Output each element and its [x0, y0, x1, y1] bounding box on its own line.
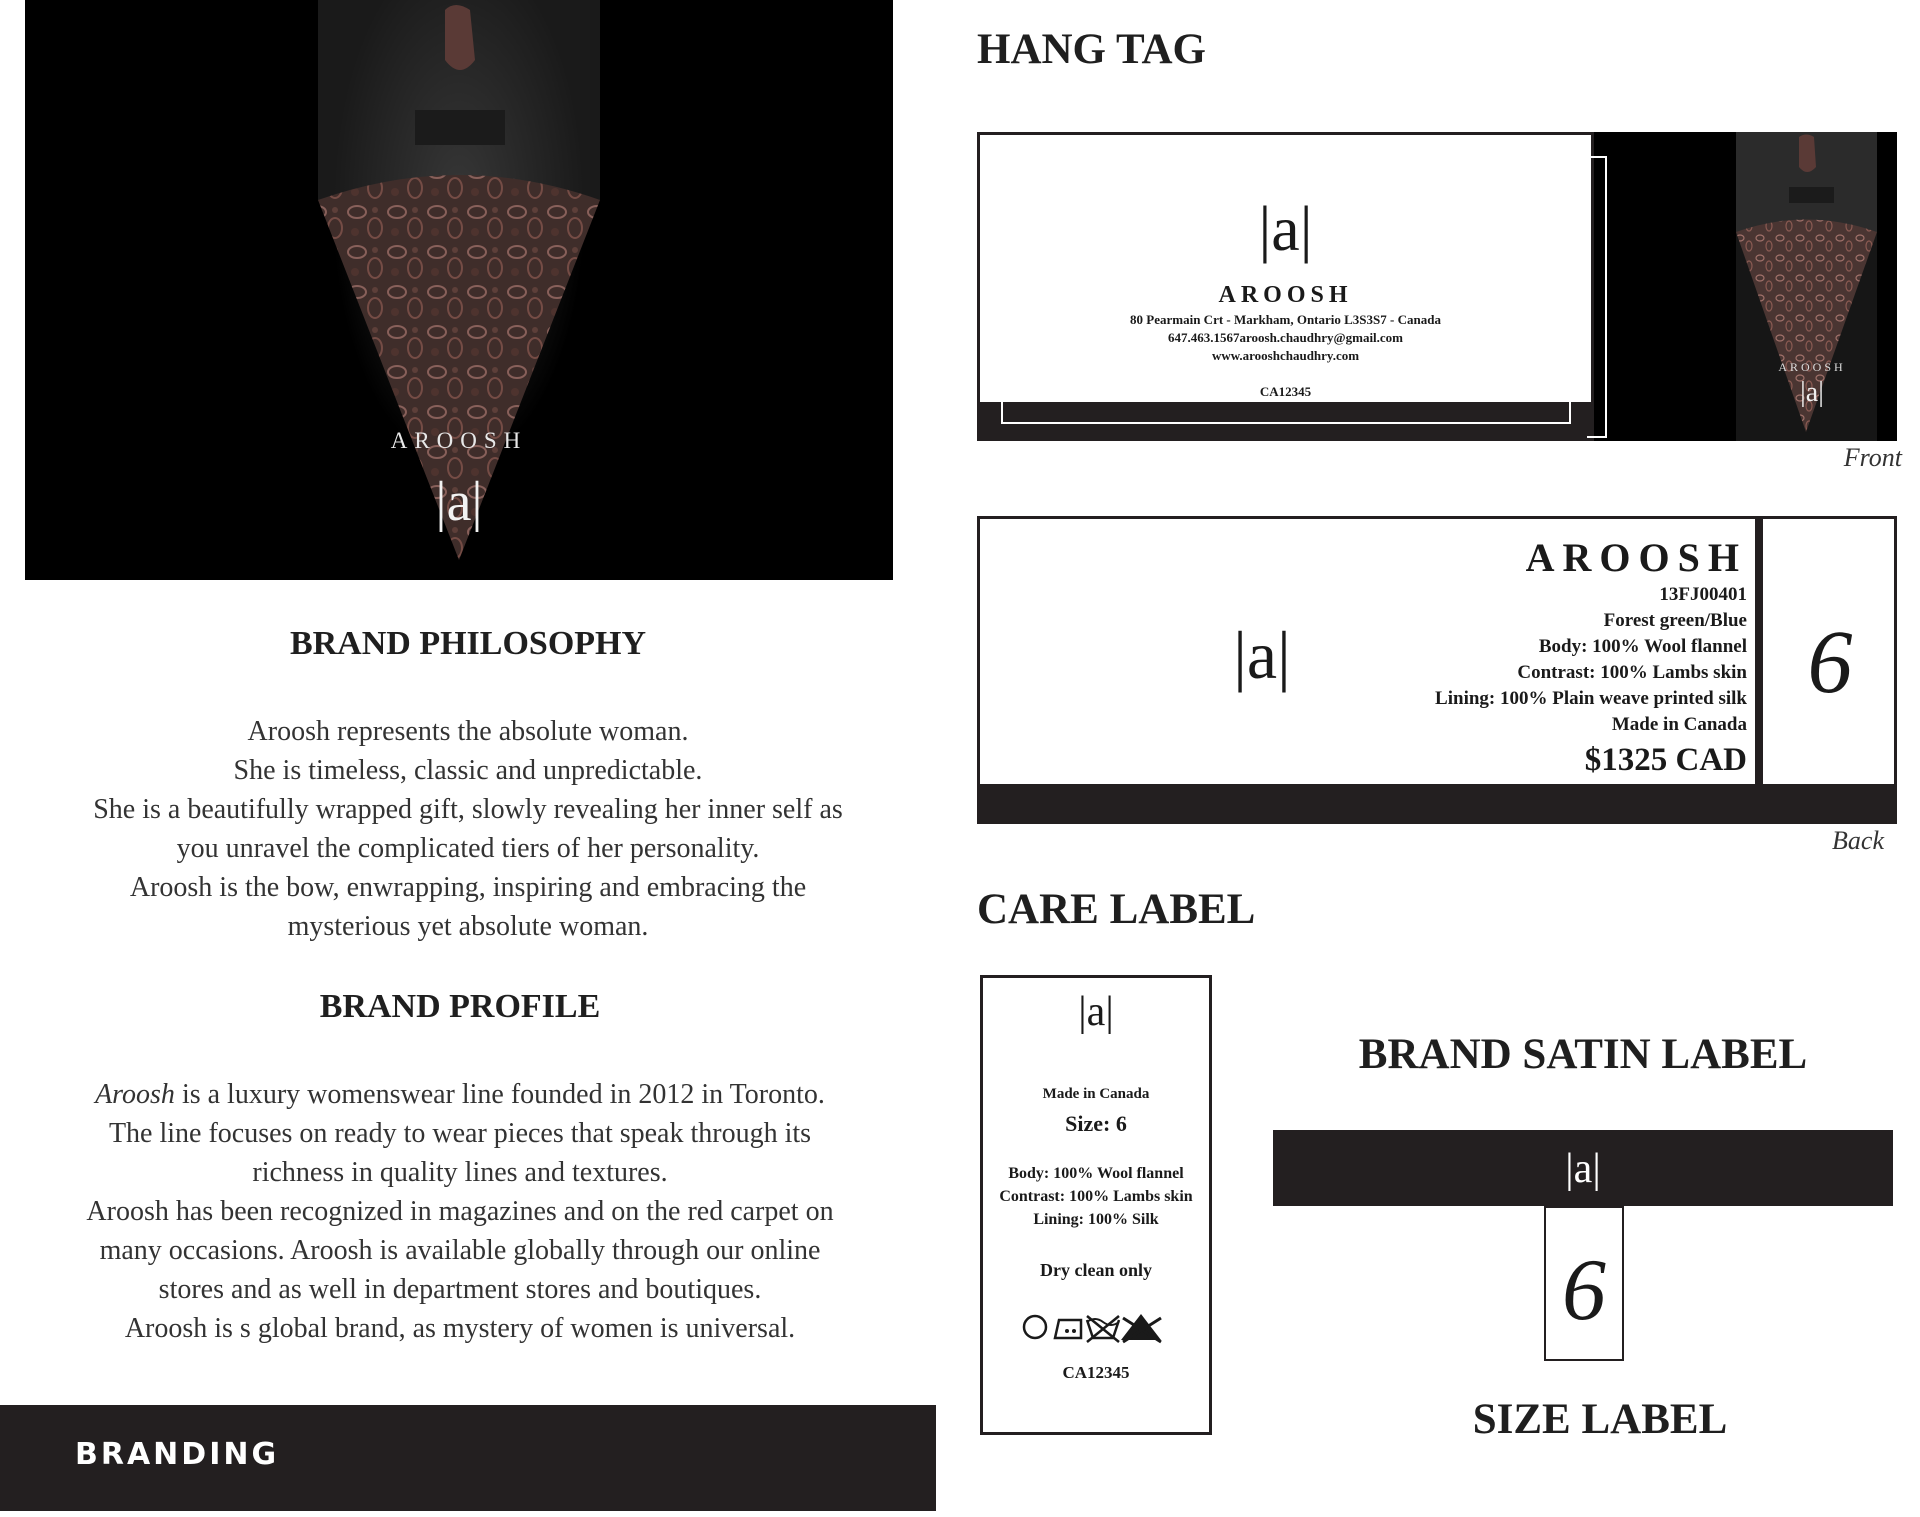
philosophy-line: you unravel the complicated tiers of her personality. [176, 833, 760, 864]
brand-profile-text [0, 1075, 920, 1348]
care-label-size: Size: 6 [1065, 1111, 1127, 1136]
care-label-code: CA12345 [1062, 1363, 1130, 1382]
philosophy-line: She is a beautifully wrapped gift, slowly revealing her inner self as [93, 794, 843, 825]
profile-line: The line focuses on ready to wear pieces that speak through its [108, 1118, 812, 1149]
hang-tag-back-divider [1755, 516, 1763, 786]
hang-tag-code: CA12345 [1259, 384, 1312, 399]
hang-tag-heading: HANG TAG [977, 26, 1206, 73]
care-icons-row [1021, 1308, 1181, 1346]
profile-line: stores and as well in department stores and boutiques. [158, 1274, 762, 1305]
hang-tag-front-logo: |a| [1258, 193, 1313, 264]
satin-label-logo: |a| [1565, 1146, 1601, 1192]
hang-tag-lining: Lining: 100% Plain weave printed silk [1435, 688, 1747, 709]
branding-footer-bar [0, 1405, 936, 1511]
size-label-number: 6 [1562, 1242, 1606, 1339]
care-label-logo: |a| [1078, 989, 1114, 1035]
hang-tag-body: Body: 100% Wool flannel [1538, 636, 1747, 657]
hang-tag-front-caption: Front [1843, 443, 1902, 472]
care-label-body: Body: 100% Wool flannel [1008, 1165, 1184, 1182]
hang-tag-mini-logo: |a| [1800, 377, 1824, 408]
hero-logo: |a| [435, 471, 483, 533]
care-label-contrast: Contrast: 100% Lambs skin [999, 1188, 1193, 1205]
care-label-lining: Lining: 100% Silk [1033, 1211, 1159, 1228]
satin-label-heading: BRAND SATIN LABEL [1358, 1031, 1808, 1078]
philosophy-line: She is timeless, classic and unpredictable. [233, 755, 703, 786]
profile-line: Aroosh has been recognized in magazines and on the red carpet on [86, 1196, 834, 1227]
brand-profile-heading: BRAND PROFILE [319, 988, 601, 1025]
philosophy-line: Aroosh represents the absolute woman. [247, 716, 689, 747]
care-label-origin: Made in Canada [1042, 1086, 1150, 1102]
hang-tag-back-logo: |a| [1233, 617, 1291, 693]
hang-tag-back-bar [977, 784, 1897, 824]
hero-brand-name: AROOSH [390, 428, 528, 453]
branding-label: BRANDING [75, 1437, 280, 1472]
hang-tag-color: Forest green/Blue [1603, 610, 1747, 631]
hang-tag-price: $1325 CAD [1584, 742, 1747, 778]
hang-tag-front-brand: AROOSH [1218, 282, 1353, 308]
philosophy-line: mysterious yet absolute woman. [287, 911, 649, 942]
hang-tag-style-no: 13FJ00401 [1659, 584, 1747, 605]
profile-line: Aroosh is s global brand, as mystery of women is universal. [124, 1313, 796, 1344]
no-bleach-icon [1121, 1314, 1161, 1342]
iron-icon [1055, 1320, 1081, 1338]
profile-line [0, 1075, 920, 1114]
hang-tag-contrast: Contrast: 100% Lambs skin [1517, 662, 1747, 683]
hang-tag-mini-brand: AROOSH [1778, 360, 1846, 374]
hang-tag-contact: 647.463.1567aroosh.chaudhry@gmail.com [1167, 330, 1404, 345]
hang-tag-size: 6 [1807, 613, 1853, 712]
hang-tag-address: 80 Pearmain Crt - Markham, Ontario L3S3S7 - Canada [1130, 312, 1441, 327]
hang-tag-origin: Made in Canada [1611, 714, 1747, 735]
hero-image [25, 0, 893, 580]
hang-tag-back [977, 516, 1897, 824]
profile-line: many occasions. Aroosh is available globally through our online [99, 1235, 821, 1266]
care-label [980, 975, 1212, 1435]
philosophy-line: Aroosh is the bow, enwrapping, inspiring and embracing the [129, 872, 807, 903]
hang-tag-back-caption: Back [1832, 826, 1884, 855]
care-label-instruction: Dry clean only [1040, 1260, 1152, 1280]
care-label-heading: CARE LABEL [977, 886, 1256, 933]
tumble-dry-icon [1024, 1316, 1046, 1338]
hang-tag-front-inner-line [1001, 402, 1571, 424]
hang-tag-back-brand: AROOSH [1525, 535, 1747, 580]
brand-philosophy-text [0, 712, 936, 946]
hang-tag-website: www.arooshchaudhry.com [1211, 348, 1360, 363]
profile-line: richness in quality lines and textures. [252, 1157, 668, 1188]
profile-line-rest: is a luxury womenswear line founded in 2012 in Toronto. [174, 1079, 825, 1110]
brand-name-italic: Aroosh [95, 1079, 175, 1110]
hang-tag-front [977, 132, 1897, 441]
brand-philosophy-heading: BRAND PHILOSOPHY [289, 625, 647, 662]
size-label-heading: SIZE LABEL [1472, 1396, 1728, 1443]
no-wash-icon [1087, 1316, 1119, 1342]
